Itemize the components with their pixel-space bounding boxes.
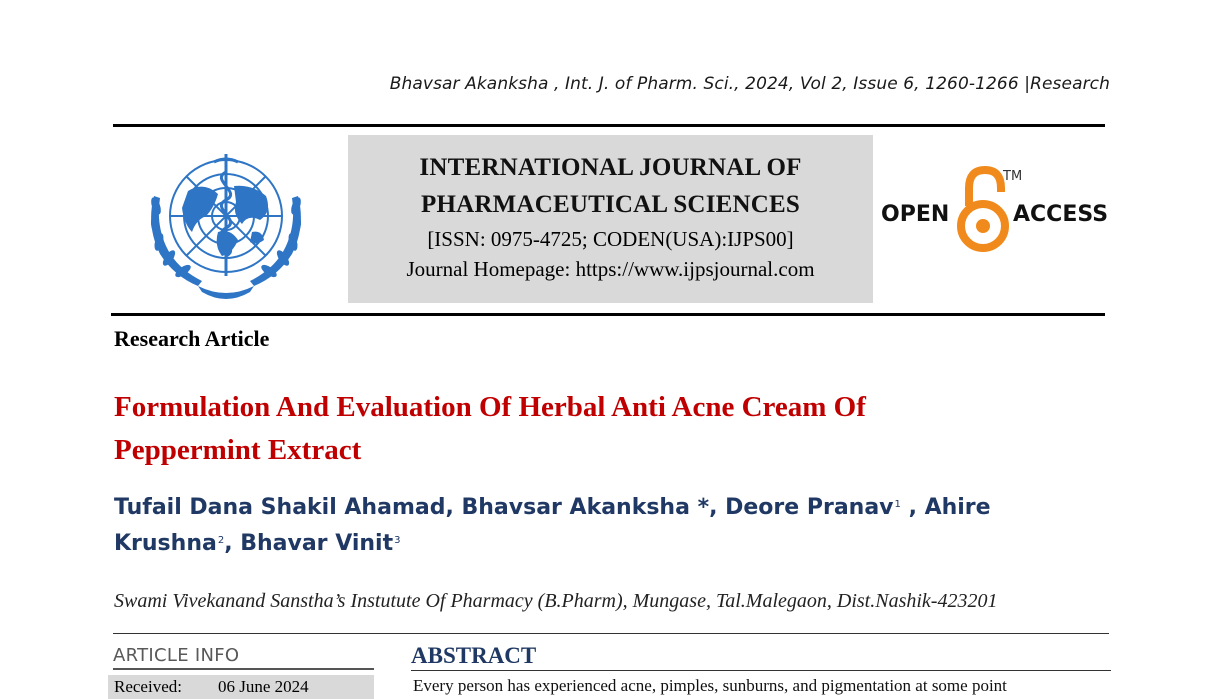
abstract-text: Every person has experienced acne, pimples, sunburns, and pigmentation at some point: [413, 676, 1007, 695]
journal-name-line1: INTERNATIONAL JOURNAL OF: [419, 154, 802, 181]
authors-part2: , Ahire: [900, 495, 991, 520]
author-list: [114, 488, 1014, 560]
header-rule-top: [113, 124, 1105, 127]
article-title-line1: Formulation And Evaluation Of Herbal Anti Acne Cream Of: [114, 391, 866, 423]
received-value: 06 June 2024: [218, 677, 309, 696]
journal-issn: [ISSN: 0975-4725; CODEN(USA):IJPS00]: [427, 227, 794, 251]
header-rule-bottom: [111, 313, 1105, 316]
affiliation-marker-1: 1: [894, 499, 901, 510]
running-head: Bhavsar Akanksha , Int. J. of Pharm. Sci., 2024, Vol 2, Issue 6, 1260-1266 |Research: [389, 74, 1110, 94]
authors-part3: Krushna: [114, 531, 217, 556]
article-title: [114, 386, 1014, 472]
open-access-trademark: TM: [1003, 169, 1023, 184]
article-info-heading: ARTICLE INFO: [113, 645, 374, 670]
open-access-logo: [880, 166, 1110, 256]
affiliation-rule: [113, 633, 1109, 634]
journal-name-line2: PHARMACEUTICAL SCIENCES: [421, 191, 800, 218]
affiliation-marker-2: 2: [217, 535, 225, 546]
journal-homepage: Journal Homepage: https://www.ijpsjournal.com: [406, 257, 815, 281]
open-access-open-text: OPEN: [881, 202, 950, 227]
article-type-label: Research Article: [114, 326, 270, 351]
affiliation-marker-3: 3: [394, 535, 401, 546]
article-title-line2: Peppermint Extract: [114, 434, 362, 466]
author-affiliation: Swami Vivekanand Sanstha’s Instutute Of Pharmacy (B.Pharm), Mungase, Tal.Malegaon, Dist.Nashik-423201: [114, 590, 998, 612]
open-access-access-text: ACCESS: [1013, 202, 1109, 227]
abstract-heading: ABSTRACT: [411, 643, 1111, 671]
journal-masthead: [348, 135, 873, 303]
journal-emblem-logo: [126, 136, 326, 306]
received-label: Received:: [114, 677, 182, 696]
authors-part4: , Bhavar Vinit: [224, 531, 394, 556]
authors-part1: Tufail Dana Shakil Ahamad, Bhavsar Akanksha *, Deore Pranav: [114, 495, 894, 520]
received-date-row: [108, 675, 374, 699]
